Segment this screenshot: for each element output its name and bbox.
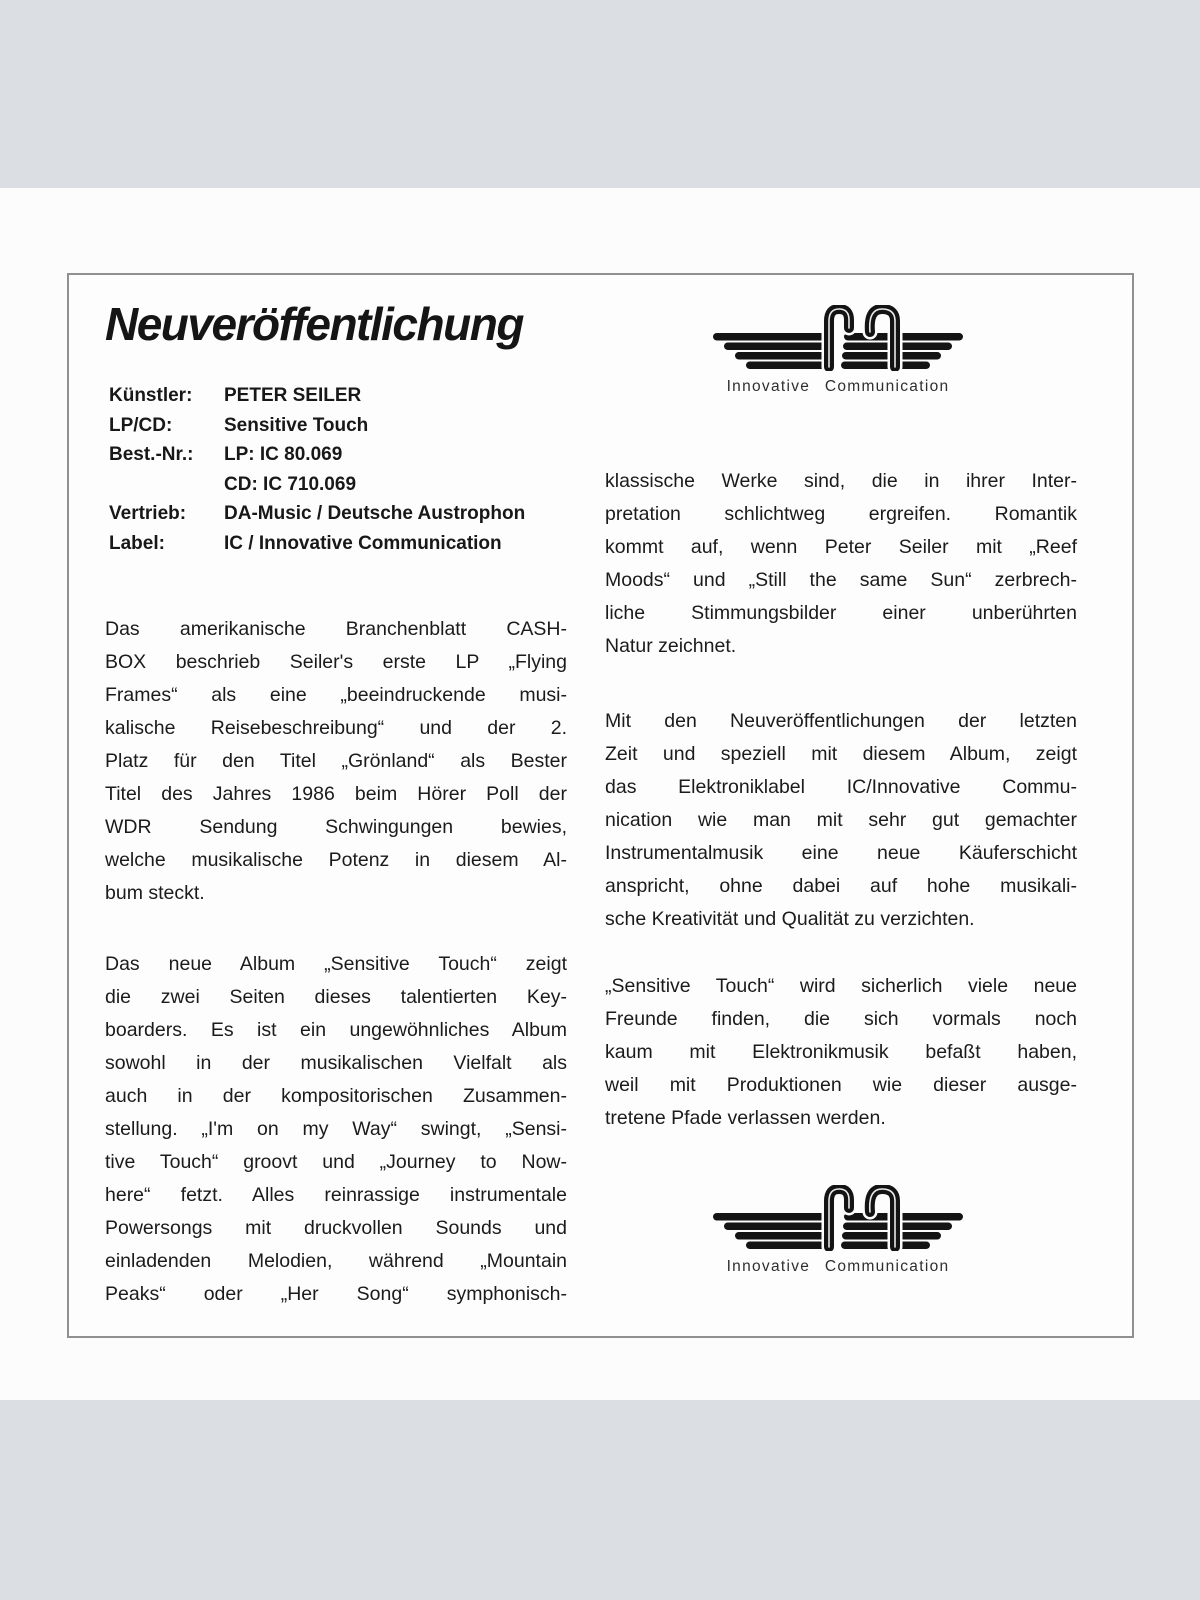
text-line: einladenden Melodien, während „Mountain — [105, 1250, 567, 1272]
text-line: kommt auf, wenn Peter Seiler mit „Reef — [605, 536, 1077, 558]
info-label: Label: — [109, 532, 165, 554]
info-label: Vertrieb: — [109, 503, 187, 524]
background-band-bottom — [0, 1400, 1200, 1600]
text-line: Das amerikanische Branchenblatt CASH- — [105, 618, 567, 640]
info-row — [109, 411, 525, 441]
text-line: Frames“ als eine „beeindruckende musi- — [105, 684, 567, 706]
info-value: Sensitive Touch — [224, 414, 369, 436]
info-row — [109, 499, 525, 529]
info-row — [109, 529, 525, 559]
ic-logo-bottom — [695, 1185, 981, 1276]
body-paragraph — [605, 970, 1077, 1135]
text-line: Zeit und speziell mit diesem Album, zeigt — [605, 743, 1077, 765]
logo-caption: Innovative Communication — [726, 1258, 950, 1275]
text-line: klassische Werke sind, die in ihrer Inter- — [605, 470, 1077, 492]
text-line: die zwei Seiten dieses talentierten Key- — [105, 986, 567, 1008]
text-line: „Sensitive Touch“ wird sicherlich viele neue — [605, 975, 1077, 997]
info-label — [109, 470, 224, 500]
text-line: Peaks“ oder „Her Song“ symphonisch- — [105, 1283, 567, 1305]
text-line: sowohl in der musikalischen Vielfalt als — [105, 1052, 567, 1074]
logo-caption: Innovative Communication — [726, 378, 950, 395]
text-line: Das neue Album „Sensitive Touch“ zeigt — [105, 953, 567, 975]
body-paragraph — [105, 613, 567, 910]
text-line: tretene Pfade verlassen werden. — [605, 1107, 886, 1129]
info-row — [109, 440, 525, 470]
text-line: pretation schlichtweg ergreifen. Romantik — [605, 503, 1077, 525]
ic-wings-icon — [712, 1185, 964, 1251]
text-line: Freunde finden, die sich vormals noch — [605, 1008, 1077, 1030]
text-line: kaum mit Elektronikmusik befaßt haben, — [605, 1041, 1077, 1063]
text-line: anspricht, ohne dabei auf hohe musikali- — [605, 875, 1077, 897]
text-line: Moods“ und „Still the same Sun“ zerbrech- — [605, 569, 1077, 591]
text-line: Natur zeichnet. — [605, 635, 737, 657]
text-line: stellung. „I'm on my Way“ swingt, „Sensi- — [105, 1118, 567, 1140]
text-line: Platz für den Titel „Grönland“ als Bester — [105, 750, 567, 772]
content-frame — [67, 273, 1134, 1338]
text-line: nication wie man mit sehr gut gemachter — [605, 809, 1077, 831]
info-value: LP: IC 80.069 — [224, 444, 343, 465]
text-line: Powersongs mit druckvollen Sounds und — [105, 1217, 567, 1239]
info-row — [109, 470, 525, 500]
text-line: Mit den Neuveröffentlichungen der letzten — [605, 710, 1077, 732]
ic-logo-top — [695, 305, 981, 396]
text-line: WDR Sendung Schwingungen bewies, — [105, 816, 567, 838]
text-line: auch in der kompositorischen Zusammen- — [105, 1085, 567, 1107]
text-line: BOX beschrieb Seiler's erste LP „Flying — [105, 651, 567, 673]
text-line: bum steckt. — [105, 882, 205, 904]
text-line: tive Touch“ groovt und „Journey to Now- — [105, 1151, 567, 1173]
page-title: Neuveröffentlichung — [105, 298, 523, 350]
text-line: Instrumentalmusik eine neue Käuferschicht — [605, 842, 1077, 864]
text-line: weil mit Produktionen wie dieser ausge- — [605, 1074, 1077, 1096]
info-value: CD: IC 710.069 — [224, 473, 357, 495]
body-paragraph — [605, 465, 1077, 663]
release-info-table — [109, 381, 525, 558]
info-value: DA-Music / Deutsche Austrophon — [224, 503, 526, 524]
ic-wings-icon — [712, 305, 964, 371]
info-value: IC / Innovative Communication — [224, 532, 502, 554]
text-line: kalische Reisebeschreibung“ und der 2. — [105, 717, 567, 739]
info-label: Best.-Nr.: — [109, 444, 194, 465]
text-line: boarders. Es ist ein ungewöhnliches Album — [105, 1019, 567, 1041]
body-paragraph — [105, 948, 567, 1311]
scanned-page — [0, 188, 1200, 1400]
background-band-top — [0, 0, 1200, 188]
text-line: das Elektroniklabel IC/Innovative Commu- — [605, 776, 1077, 798]
text-line: liche Stimmungsbilder einer unberührten — [605, 602, 1077, 624]
info-label: LP/CD: — [109, 414, 173, 436]
text-line: here“ fetzt. Alles reinrassige instrumentale — [105, 1184, 567, 1206]
info-label: Künstler: — [109, 385, 193, 406]
info-value: PETER SEILER — [224, 385, 362, 406]
text-line: welche musikalische Potenz in diesem Al- — [105, 849, 567, 871]
text-line: sche Kreativität und Qualität zu verzichten. — [605, 908, 975, 930]
text-line: Titel des Jahres 1986 beim Hörer Poll der — [105, 783, 567, 805]
body-paragraph — [605, 705, 1077, 936]
info-row — [109, 381, 525, 411]
